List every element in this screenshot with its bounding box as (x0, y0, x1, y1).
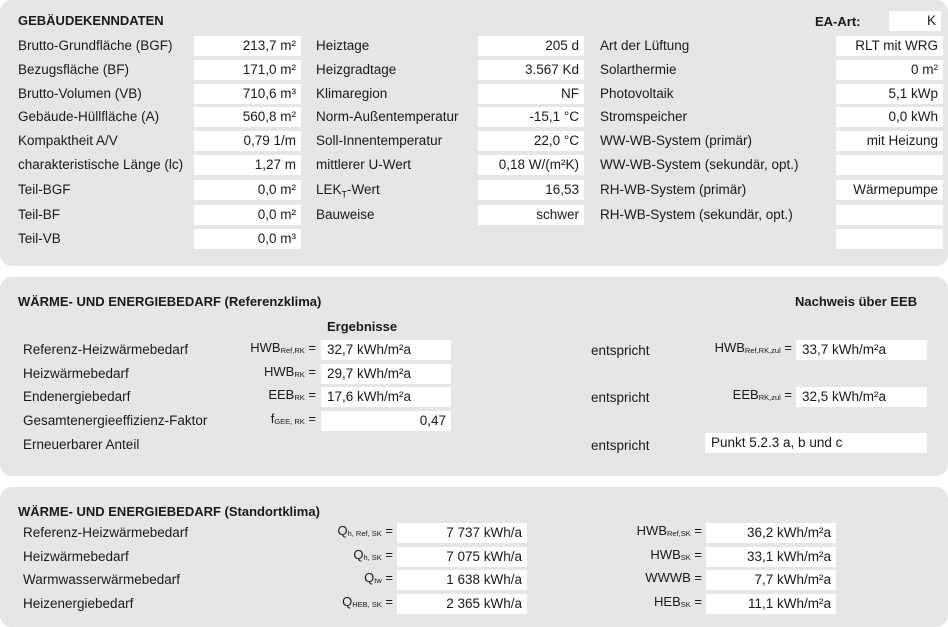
field-value: 16,53 (478, 180, 584, 200)
equals-sign: = (690, 570, 702, 585)
area-value: 7,7 kWh/m²a (706, 570, 836, 590)
field-value: 0,79 1/m (194, 131, 301, 151)
symbol-subscript: RK (294, 370, 305, 379)
ea-art-value: K (889, 11, 941, 31)
row-label: Heizenergiebedarf (23, 596, 134, 611)
area-symbol (600, 592, 702, 614)
referenzklima-panel (0, 277, 948, 476)
symbol-text: HWB (714, 340, 745, 355)
field-label (316, 180, 380, 205)
nachweis-label: Nachweis über EEB (795, 294, 918, 309)
formula-symbol (290, 592, 393, 614)
field-value: -15,1 °C (478, 107, 584, 127)
field-value: 0,0 m² (194, 180, 301, 200)
field-value: mit Heizung (836, 131, 943, 151)
equals-sign: = (304, 364, 316, 379)
section-title: WÄRME- UND ENERGIEBEDARF (Referenzklima) (18, 294, 322, 309)
equals-sign: = (690, 547, 702, 562)
row-label: Endenergiebedarf (23, 389, 131, 404)
symbol-text: Q (337, 523, 348, 538)
equals-sign: = (304, 387, 316, 402)
field-label-subscript: T (341, 189, 348, 200)
area-value: 36,2 kWh/m²a (706, 523, 836, 543)
field-label: Brutto-Volumen (VB) (18, 86, 142, 101)
field-label: Kompaktheit A/V (18, 133, 118, 148)
equals-sign: = (381, 523, 393, 538)
result-value: 7 075 kWh/a (397, 547, 527, 567)
symbol-subscript: Ref,RK,zul (744, 346, 781, 355)
symbol-subscript: h, Ref, SK (347, 529, 382, 538)
result-value: 17,6 kWh/m²a (321, 387, 451, 407)
field-label: Stromspeicher (600, 109, 688, 124)
field-label: WW-WB-System (sekundär, opt.) (600, 157, 799, 172)
field-label: WW-WB-System (primär) (600, 133, 752, 148)
symbol-subscript: HEB, SK (352, 600, 382, 609)
equals-sign: = (381, 570, 393, 585)
field-label: Soll-Innentemperatur (316, 133, 443, 148)
formula-symbol (200, 362, 316, 384)
symbol-text: HEB (654, 594, 681, 609)
symbol-text: HWB (636, 523, 668, 538)
gebaeudekenndaten-panel (0, 0, 948, 266)
section-title: WÄRME- UND ENERGIEBEDARF (Standortklima) (18, 504, 320, 519)
row-label: Referenz-Heizwärmebedarf (23, 525, 189, 540)
symbol-text: Q (364, 570, 375, 585)
field-value: 0,0 m³ (194, 229, 301, 249)
field-label: Heizgradtage (316, 62, 397, 77)
field-label: Norm-Außentemperatur (316, 109, 459, 124)
symbol-subscript: h, SK (363, 553, 382, 562)
result-value: 2 365 kWh/a (397, 594, 527, 614)
equals-sign: = (381, 594, 393, 609)
equals-sign: = (304, 340, 316, 355)
equals-sign: = (690, 594, 702, 609)
row-label: Referenz-Heizwärmebedarf (23, 342, 189, 357)
result-value: 29,7 kWh/m²a (321, 364, 451, 384)
field-value: 3.567 Kd (478, 60, 584, 80)
ea-art-label: EA-Art: (815, 14, 861, 29)
symbol-subscript: RK,zul (758, 393, 781, 402)
formula-symbol (290, 568, 393, 590)
field-value: 171,0 m² (194, 60, 301, 80)
entspricht-label: entspricht (591, 343, 650, 358)
symbol-text: HWB (264, 364, 295, 379)
row-label: Heizwärmebedarf (23, 366, 129, 381)
symbol-subscript: Ref,SK (667, 529, 691, 538)
result-value: 0,47 (321, 411, 451, 431)
standortklima-panel (0, 487, 948, 627)
symbol-text: HWB (650, 547, 681, 562)
symbol-text: Q (342, 594, 353, 609)
field-label: RH-WB-System (primär) (600, 182, 747, 197)
field-value: 213,7 m² (194, 36, 301, 56)
field-value: 205 d (478, 36, 584, 56)
field-label: charakteristische Länge (lc) (18, 157, 184, 172)
formula-symbol (290, 545, 393, 567)
formula-symbol (290, 521, 393, 543)
field-value: 0,0 kWh (836, 107, 943, 127)
equals-sign: = (381, 547, 393, 562)
field-label: Teil-BGF (18, 182, 71, 197)
field-label: Teil-BF (18, 207, 61, 222)
row-label: Warmwasserwärmebedarf (23, 572, 181, 587)
symbol-subscript: RK (294, 393, 305, 402)
equals-sign: = (780, 387, 792, 402)
area-symbol (600, 568, 702, 590)
limit-symbol (680, 338, 792, 360)
field-value: 5,1 kWp (836, 84, 943, 104)
field-value: 22,0 °C (478, 131, 584, 151)
field-label: Bauweise (316, 207, 375, 222)
ergebnisse-heading: Ergebnisse (327, 319, 398, 334)
field-value (836, 155, 943, 175)
symbol-subscript: SK (680, 600, 691, 609)
result-value: 1 638 kWh/a (397, 570, 527, 590)
field-label: RH-WB-System (sekundär, opt.) (600, 207, 793, 222)
symbol-subscript: SK (680, 553, 691, 562)
field-value: 0,0 m² (194, 205, 301, 225)
field-label: Brutto-Grundfläche (BGF) (18, 38, 173, 53)
limit-value: 33,7 kWh/m²a (796, 340, 927, 360)
symbol-subscript: tw (374, 576, 382, 585)
field-label-text: LEK (316, 182, 342, 197)
entspricht-label: entspricht (591, 390, 650, 405)
symbol-subscript: GEE, RK (274, 417, 305, 426)
field-label: Photovoltaik (600, 86, 674, 101)
field-label: Bezugsfläche (BF) (18, 62, 130, 77)
limit-value: 32,5 kWh/m²a (796, 387, 927, 407)
field-value: NF (478, 84, 584, 104)
entspricht-label: entspricht (591, 438, 650, 453)
field-label: mittlerer U-Wert (316, 157, 412, 172)
symbol-text: WWWB (645, 570, 691, 585)
symbol-text: Q (353, 547, 364, 562)
field-label: Klimaregion (316, 86, 388, 101)
row-label: Gesamtenergieeffizienz-Faktor (23, 413, 208, 428)
field-value: 560,8 m² (194, 107, 301, 127)
field-value: RLT mit WRG (836, 36, 943, 56)
field-label: Gebäude-Hüllfläche (A) (18, 109, 160, 124)
field-label: Solarthermie (600, 62, 677, 77)
symbol-text: HWB (250, 340, 281, 355)
equals-sign: = (690, 523, 702, 538)
field-label: Art der Lüftung (600, 38, 690, 53)
field-value: schwer (478, 205, 584, 225)
field-value: 0 m² (836, 60, 943, 80)
equals-sign: = (304, 411, 316, 426)
field-value: 710,6 m³ (194, 84, 301, 104)
area-value: 11,1 kWh/m²a (706, 594, 836, 614)
symbol-text: EEB (732, 387, 759, 402)
field-label: Heiztage (316, 38, 370, 53)
formula-symbol (200, 385, 316, 407)
field-label-suffix: -Wert (347, 182, 380, 197)
field-value (836, 205, 943, 225)
result-value: 32,7 kWh/m²a (321, 340, 451, 360)
row-label: Erneuerbarer Anteil (23, 437, 140, 452)
section-title: GEBÄUDEKENNDATEN (18, 13, 164, 28)
equals-sign: = (780, 340, 792, 355)
field-value (836, 229, 943, 249)
row-label: Heizwärmebedarf (23, 549, 129, 564)
field-value: 0,18 W/(m²K) (478, 155, 584, 175)
symbol-text: EEB (268, 387, 295, 402)
limit-symbol (680, 385, 792, 407)
field-value: Wärmepumpe (836, 180, 943, 200)
area-value: 33,1 kWh/m²a (706, 547, 836, 567)
symbol-subscript: Ref,RK (280, 346, 305, 355)
area-symbol (600, 521, 702, 543)
symbol-text: f (270, 411, 275, 426)
erneuerbar-value: Punkt 5.2.3 a, b und c (705, 433, 927, 453)
formula-symbol (200, 338, 316, 360)
field-label: Teil-VB (18, 231, 61, 246)
result-value: 7 737 kWh/a (397, 523, 527, 543)
area-symbol (600, 545, 702, 567)
formula-symbol (200, 409, 316, 431)
field-value: 1,27 m (194, 155, 301, 175)
